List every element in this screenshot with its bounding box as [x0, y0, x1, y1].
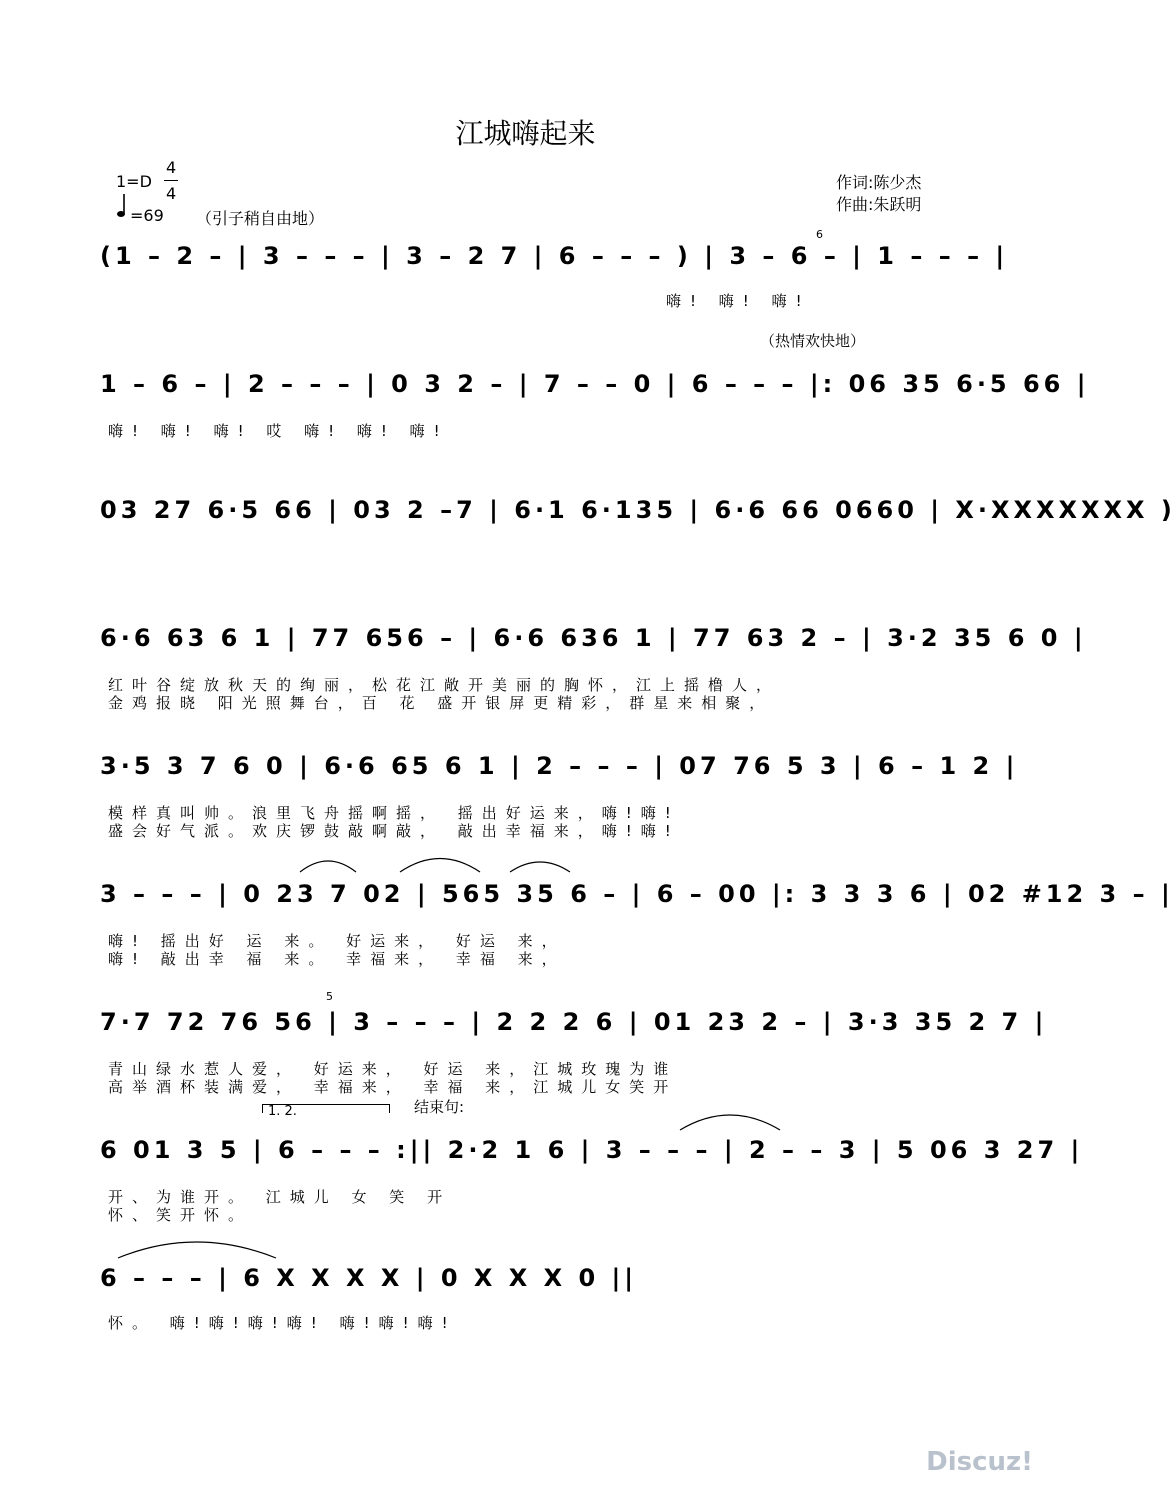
- slur-arc: [680, 1115, 780, 1130]
- time-signature-top: 4: [166, 158, 177, 177]
- ending-marking: 结束句:: [414, 1098, 465, 1116]
- lyricist-credit: 作词:陈少杰: [836, 173, 922, 192]
- lyric-verse-2: 金鸡报晓 阳光照舞台，百 花 盛开银屏更精彩，群星来相聚，: [108, 694, 774, 712]
- lyric-verse-2: 嗨! 敲出幸 福 来。 幸福来， 幸福 来，: [108, 950, 566, 968]
- note-line: (1 – 2 – | 3 – – – | 3 – 2 7 | 6 – – – ) | 3 – 6 – | 1 – – – |: [100, 242, 1009, 270]
- tempo-marking: =69: [130, 206, 164, 225]
- lyric-verse-1: 模样真叫帅。浪里飞舟摇啊摇， 摇出好运来，嗨!嗨!: [108, 804, 680, 822]
- lyric-verse-2: 盛会好气派。欢庆锣鼓敲啊敲， 敲出幸福来，嗨!嗨!: [108, 822, 680, 840]
- grace-note: 5: [326, 990, 333, 1003]
- grace-note: 6: [816, 228, 823, 241]
- lyric-verse-1: 怀。 嗨!嗨!嗨!嗨! 嗨!嗨!嗨!: [108, 1314, 457, 1332]
- volta-label: 1. 2.: [268, 1104, 297, 1119]
- lyric-verse-1: 嗨! 摇出好 运 来。 好运来， 好运 来，: [108, 932, 566, 950]
- composer-credit: 作曲:朱跃明: [836, 195, 922, 214]
- lyric-verse-1: 红叶谷绽放秋天的绚丽，松花江敞开美丽的胸怀，江上摇橹人，: [108, 676, 781, 694]
- intro-marking: （引子稍自由地）: [196, 209, 325, 228]
- time-signature-bottom: 4: [166, 184, 177, 203]
- note-line: 03 27 6·5 66 | 03 2 –7 | 6·1 6·135 | 6·6 66 0660 | X·XXXXXXX ): [100, 496, 1176, 524]
- slur-arc: [400, 859, 480, 873]
- lyric-verse-1: 嗨! 嗨! 嗨!: [666, 292, 811, 310]
- lyric-verse-2: 怀、笑开怀。: [108, 1206, 253, 1224]
- score-title: 江城嗨起来: [455, 117, 596, 150]
- slur-arc: [300, 861, 356, 872]
- note-line: 3 – – – | 0 23 7 02 | 565 35 6 – | 6 – 00 |: 3 3 3 6 | 02 #12 3 – |: [100, 880, 1174, 908]
- slur-arc: [118, 1242, 276, 1258]
- note-line: 6 01 3 5 | 6 – – – :|| 2·2 1 6 | 3 – – – | 2 – – 3 | 5 06 3 27 |: [100, 1136, 1084, 1164]
- note-line: 7·7 72 76 56 | 3 – – – | 2 2 2 6 | 01 23 2 – | 3·3 35 2 7 |: [100, 1008, 1048, 1036]
- note-line: 6 – – – | 6 X X X X | 0 X X X 0 ||: [100, 1264, 638, 1292]
- key-signature: 1=D: [116, 172, 152, 191]
- note-line: 3·5 3 7 6 0 | 6·6 65 6 1 | 2 – – – | 07 76 5 3 | 6 – 1 2 |: [100, 752, 1019, 780]
- lively-marking: （热情欢快地）: [760, 332, 866, 350]
- lyric-verse-1: 开、为谁开。 江城儿 女 笑 开: [108, 1188, 452, 1206]
- note-line: 6·6 63 6 1 | 77 656 – | 6·6 636 1 | 77 63 2 – | 3·2 35 6 0 |: [100, 624, 1087, 652]
- lyric-verse-1: 嗨! 嗨! 嗨! 哎 嗨! 嗨! 嗨!: [108, 422, 449, 440]
- lyric-verse-1: 青山绿水惹人爱， 好运来， 好运 来，江城玫瑰为谁: [108, 1060, 678, 1078]
- lyric-verse-2: 高举酒杯装满爱， 幸福来， 幸福 来，江城儿女笑开: [108, 1078, 678, 1096]
- note-line: 1 – 6 – | 2 – – – | 0 3 2 – | 7 – – 0 | 6 – – – |: 06 35 6·5 66 |: [100, 370, 1090, 398]
- watermark: Discuz!: [926, 1447, 1033, 1477]
- slur-arc: [510, 862, 570, 872]
